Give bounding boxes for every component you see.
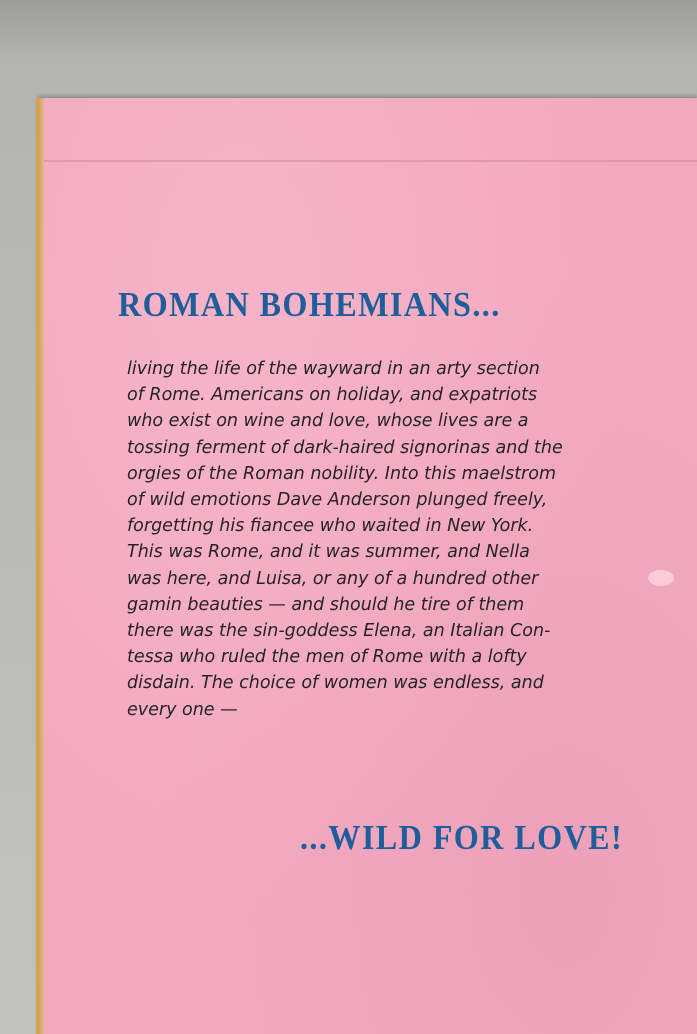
blurb-line: there was the sin-goddess Elena, an Italian Con- (127, 621, 551, 642)
blurb-line: every one — (127, 699, 238, 720)
cover-heading-bottom: ...WILD FOR LOVE! (300, 818, 624, 857)
cover-crease (44, 160, 697, 162)
blurb-line: gamin beauties — and should he tire of them (127, 594, 525, 615)
blurb-line: of wild emotions Dave Anderson plunged freely, (127, 490, 548, 511)
blurb-line: This was Rome, and it was summer, and Nella (127, 542, 530, 563)
blurb-line: forgetting his fiancee who waited in New York. (127, 516, 534, 537)
blurb-line: tossing ferment of dark-haired signorinas and the (127, 437, 563, 458)
blurb-line: of Rome. Americans on holiday, and expatriots (127, 385, 538, 406)
blurb-line: disdain. The choice of women was endless, and (127, 673, 544, 694)
blurb-line: living the life of the wayward in an arty section (127, 359, 540, 379)
cover-heading-top: ROMAN BOHEMIANS... (118, 285, 501, 324)
blurb-line: who exist on wine and love, whose lives are a (127, 411, 529, 432)
cover-stain (648, 570, 674, 586)
blurb-line: tessa who ruled the men of Rome with a lofty (127, 647, 527, 668)
blurb-text (127, 356, 647, 723)
book-spine-edge (38, 98, 44, 1034)
blurb-line: orgies of the Roman nobility. Into this maelstrom (127, 463, 557, 484)
blurb-line: was here, and Luisa, or any of a hundred other (127, 568, 539, 589)
